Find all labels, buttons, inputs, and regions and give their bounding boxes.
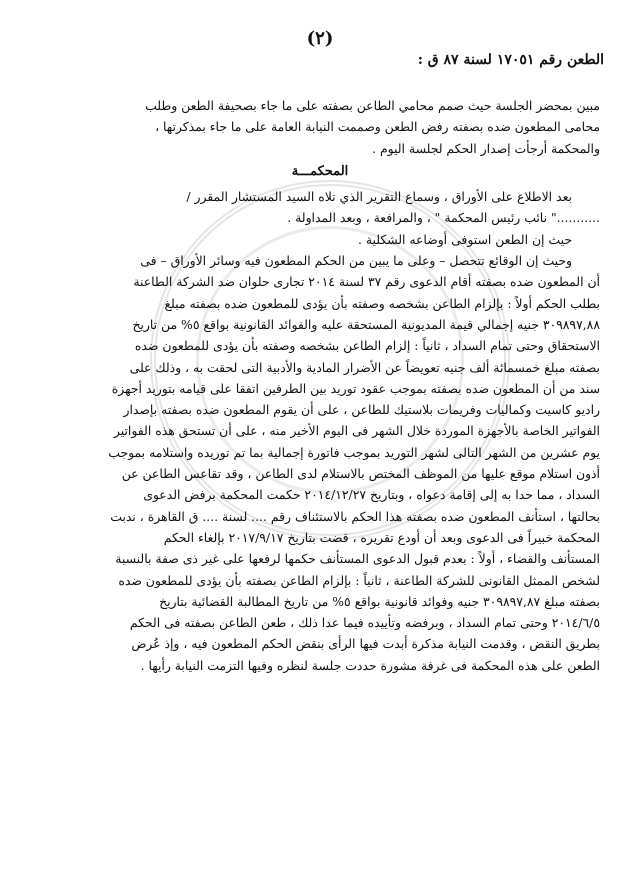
page-number: (٢) xyxy=(306,28,334,49)
text-line: بطلب الحكم أولاً : بإلزام الطاعن بشخصه وصفته بأن يؤدى للمطعون ضده بصفته مبلغ xyxy=(164,295,600,311)
document-body xyxy=(40,95,600,676)
text-line: وحيث إن الوقائع تتحصل – وعلى ما يبين من الحكم المطعون فيه وسائر الأوراق – فى xyxy=(140,253,572,269)
text-line: بطريق النقض ، وقدمت النيابة مذكرة أبدت فيها الرأى بنقض الحكم المطعون فيه ، وإذ عُرض xyxy=(131,636,600,652)
text-line: بحالتها ، استأنف المطعون ضده بصفته هذا الحكم بالاستئناف رقم .... لسنة .... ق القاهرة ، ندبت xyxy=(110,508,600,524)
text-line: السداد ، مما حدا به إلى إقامة دعواه ، وبتاريخ ٢٠١٤/١٢/٢٧ حكمت المحكمة برفض الدعوى xyxy=(143,487,600,503)
text-line: راديو كاسيت وكماليات وفريمات بلاستيك للطاعن ، على أن يقوم المطعون ضده بصفته بإصدار xyxy=(123,402,600,418)
text-line: محامى المطعون ضده بصفته رفض الطعن وصممت النيابة العامة على ما جاء بمذكرتها ، xyxy=(155,119,600,135)
text-line: والمحكمة أرجأت إصدار الحكم لجلسة اليوم . xyxy=(372,140,600,156)
text-line: يوم عشرين من الشهر التالى لشهر التوريد بموجب فاتورة إجمالية بما تم توريده واستلامه بموجب xyxy=(108,444,600,460)
text-line: أن المطعون ضده بصفته أقام الدعوى رقم ٣٧ لسنة ٢٠١٤ تجارى حلوان ضد الشركة الطاعنة xyxy=(133,274,600,290)
case-header: الطعن رقم ١٧٠٥١ لسنة ٨٧ ق : xyxy=(417,52,604,68)
text-line: بصفته مبلغ ٣٠٩٨٩٧,٨٧ جنيه وفوائد قانونية بواقع ٥% من تاريخ المطالبة القضائية بتاريخ xyxy=(159,593,600,609)
text-line: ٢٠١٤/٦/٥ وحتى تمام السداد ، وبرفضه وتأييده فيما عدا ذلك ، طعن الطاعن بصفته فى الحكم xyxy=(129,615,600,631)
court-heading: المحكمـــة xyxy=(291,163,349,179)
text-line: لشخص الممثل القانونى للشركة الطاعنة ، ثانياً : بإلزام الطاعن بصفته بأن يؤدى للمطعون ضده xyxy=(118,572,600,588)
text-line: الفواتير الخاصة بالأجهزة الموردة خلال الشهر فى اليوم الأخير منه ، على أن تستحق هذه الفواتير xyxy=(113,423,600,439)
text-line: المحكمة خبيراً فى الدعوى وبعد أن أودع تقريره ، قضت بتاريخ ٢٠١٧/٩/١٧ بإلغاء الحكم xyxy=(163,529,600,545)
text-line: ٣٠٩٨٩٧,٨٨ جنيه إجمالي قيمة المديونية المستحقة عليه والفوائد القانونية بواقع ٥% من تاريخ xyxy=(132,316,600,332)
text-line: الطعن على هذه المحكمة فى غرفة مشورة حددت جلسة لنظره وفيها التزمت النيابة رأيها . xyxy=(140,657,600,673)
text-line: ..........." نائب رئيس المحكمة " ، والمرافعة ، وبعد المداولة . xyxy=(287,210,600,226)
text-line: حيث إن الطعن استوفى أوضاعه الشكلية . xyxy=(357,231,572,247)
text-line: سند من أن المطعون ضده بصفته بموجب عقود توريد بين الطرفين اتفقا على قيامه بتوريد أجهزة xyxy=(111,380,600,396)
text-line: المستأنف والقضاء ، أولاً : بعدم قبول الدعوى المستأنف حكمها لرفعها على غير ذى صفة بالنسبة xyxy=(115,551,600,567)
text-line: بعد الاطلاع على الأوراق ، وسماع التقرير الذي تلاه السيد المستشار المقرر / xyxy=(186,189,572,205)
text-line: أذون استلام موقع عليها من الموظف المختص بالاستلام لدى الطاعن ، وقد تقاعس الطاعن عن xyxy=(121,466,600,482)
text-line: بصفته مبلغ خمسمائة ألف جنيه تعويضاً عن الأضرار المادية والأدبية التى لحقت به ، وذلك على xyxy=(129,359,600,375)
text-line: مبين بمحضر الجلسة حيث صمم محامي الطاعن بصفته على ما جاء بصحيفة الطعن وطلب xyxy=(145,98,600,113)
text-line: الاستحقاق وحتى تمام السداد ، ثانياً : إلزام الطاعن بشخصه وصفته بأن يؤدى للمطعون ضده xyxy=(134,338,600,354)
